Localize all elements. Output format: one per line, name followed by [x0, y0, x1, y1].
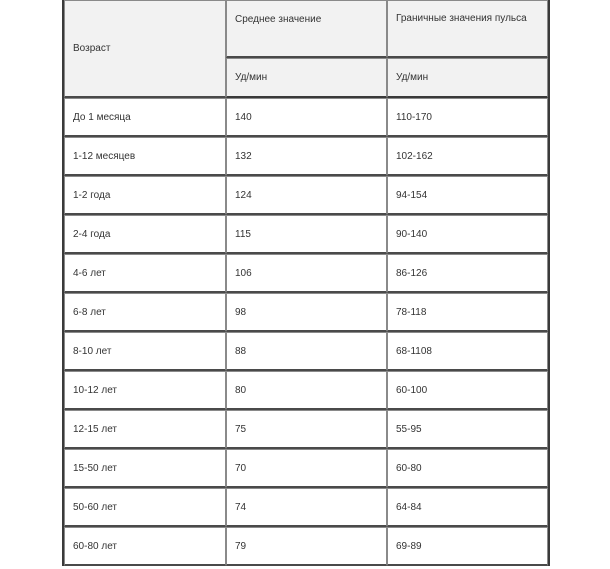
- table-row: [64, 332, 548, 371]
- cell-age: 10-12 лет: [64, 371, 226, 410]
- cell-range: 90-140: [387, 215, 548, 254]
- cell-range: 60-100: [387, 371, 548, 410]
- cell-range: 64-84: [387, 488, 548, 527]
- cell-range: 60-80: [387, 449, 548, 488]
- cell-average: 80: [226, 371, 387, 410]
- cell-range: 78-118: [387, 293, 548, 332]
- cell-age: 1-12 месяцев: [64, 137, 226, 176]
- table-row: [64, 254, 548, 293]
- header-average-unit: Уд/мин: [226, 58, 387, 98]
- pulse-table-container: [62, 0, 550, 569]
- cell-range: 86-126: [387, 254, 548, 293]
- cell-average: 140: [226, 98, 387, 137]
- table-header-row: [64, 0, 548, 58]
- cell-average: 124: [226, 176, 387, 215]
- cell-age: 2-4 года: [64, 215, 226, 254]
- cell-age: 6-8 лет: [64, 293, 226, 332]
- cell-average: 132: [226, 137, 387, 176]
- cell-average: 75: [226, 410, 387, 449]
- cell-average: 115: [226, 215, 387, 254]
- table-row: [64, 176, 548, 215]
- cell-range: 94-154: [387, 176, 548, 215]
- cell-average: 74: [226, 488, 387, 527]
- cell-range: 110-170: [387, 98, 548, 137]
- cell-average: 98: [226, 293, 387, 332]
- table-row: [64, 488, 548, 527]
- table-row: [64, 293, 548, 332]
- cell-age: 15-50 лет: [64, 449, 226, 488]
- header-range-unit: Уд/мин: [387, 58, 548, 98]
- cell-range: 69-89: [387, 527, 548, 566]
- cell-age: 4-6 лет: [64, 254, 226, 293]
- table-row: [64, 410, 548, 449]
- cell-age: До 1 месяца: [64, 98, 226, 137]
- cell-age: 12-15 лет: [64, 410, 226, 449]
- header-range: Граничные значения пульса: [387, 0, 548, 58]
- cell-range: 68-1108: [387, 332, 548, 371]
- cell-average: 106: [226, 254, 387, 293]
- table-row: [64, 527, 548, 566]
- cell-age: 60-80 лет: [64, 527, 226, 566]
- cell-range: 102-162: [387, 137, 548, 176]
- header-age: Возраст: [64, 0, 226, 98]
- table-row: [64, 137, 548, 176]
- table-row: [64, 215, 548, 254]
- cell-age: 1-2 года: [64, 176, 226, 215]
- pulse-table: [62, 0, 550, 566]
- cell-range: 55-95: [387, 410, 548, 449]
- cell-average: 70: [226, 449, 387, 488]
- cell-average: 88: [226, 332, 387, 371]
- cell-age: 8-10 лет: [64, 332, 226, 371]
- header-average: Среднее значение: [226, 0, 387, 58]
- table-row: [64, 98, 548, 137]
- table-row: [64, 449, 548, 488]
- table-row: [64, 371, 548, 410]
- cell-average: 79: [226, 527, 387, 566]
- cell-age: 50-60 лет: [64, 488, 226, 527]
